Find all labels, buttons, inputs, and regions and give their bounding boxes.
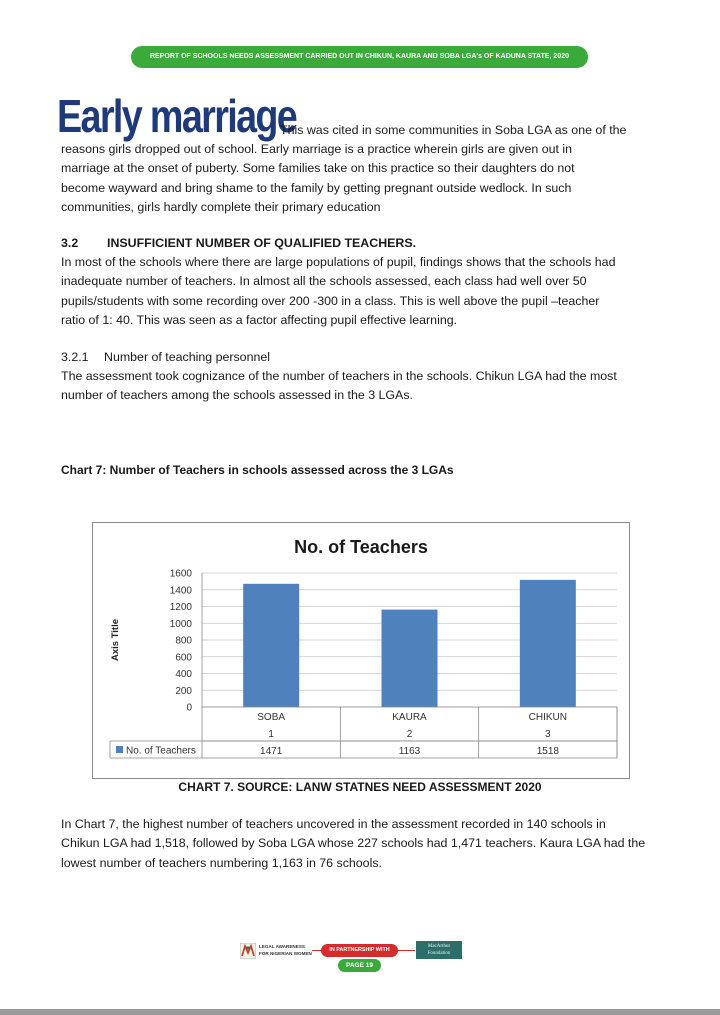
- section-title: INSUFFICIENT NUMBER OF QUALIFIED TEACHERS.: [107, 236, 417, 250]
- y-tick-label: 800: [175, 635, 192, 647]
- y-tick-label: 0: [186, 702, 192, 714]
- x-tick-label: KAURA: [392, 712, 427, 723]
- y-tick-label: 1000: [169, 618, 192, 630]
- y-tick-label: 400: [175, 669, 192, 680]
- paragraph-line: inadequate number of teachers. In almost all the schools assessed, each class had well over 50: [61, 274, 587, 289]
- page-bottom-bar: [0, 1009, 720, 1015]
- paragraph-line: In Chart 7, the highest number of teachers uncovered in the assessment recorded in 140 schools in: [61, 817, 606, 831]
- page-number: PAGE 19: [338, 959, 381, 972]
- data-table-value: 1518: [536, 746, 559, 757]
- paragraph-line: communities, girls hardly complete their primary education: [61, 200, 381, 215]
- paragraph-line: lowest number of teachers numbering 1,163 in 76 schools.: [61, 855, 382, 870]
- section-title: Number of teaching personnel: [104, 350, 270, 364]
- lanw-logo-line: FOR NIGERIAN WOMEN: [259, 950, 312, 956]
- bar-soba: [243, 584, 299, 707]
- section-3-2-1-heading: [61, 348, 270, 367]
- section-3-2-heading: [61, 234, 416, 253]
- bar-chikun: [520, 580, 576, 707]
- chart-caption: Chart 7: Number of Teachers in schools assessed across the 3 LGAs: [61, 463, 454, 477]
- y-tick-label: 1200: [169, 602, 192, 613]
- lanw-logo-text: [259, 944, 312, 957]
- y-tick-label: 1600: [169, 568, 192, 580]
- y-tick-label: 200: [175, 685, 192, 697]
- lanw-mark-icon: [240, 943, 256, 959]
- x-tick-number: 1: [268, 729, 274, 740]
- macarthur-logo-line: MacArthur: [427, 944, 451, 949]
- paragraph-line: become wayward and bring shame to the family by getting pregnant outside wedlock. In such: [61, 180, 572, 195]
- early-marriage-first-line: This was cited in some communities in Soba LGA as one of the: [280, 123, 627, 137]
- lanw-logo-line: LEGAL AWARENESS: [259, 944, 305, 949]
- bar-kaura: [382, 610, 438, 707]
- chart-title: No. of Teachers: [294, 537, 428, 557]
- paragraph-line: number of teachers among the schools assessed in the 3 LGAs.: [61, 388, 413, 403]
- paragraph-line: reasons girls dropped out of school. Early marriage is a practice wherein girls are given out in: [61, 142, 573, 156]
- data-table-value: 1471: [260, 746, 283, 757]
- section-3-2-paragraph: [61, 253, 659, 331]
- paragraph-line: In most of the schools where there are large populations of pupil, findings shows that the schools had: [61, 255, 616, 269]
- data-table-value: 1163: [398, 746, 421, 757]
- teachers-chart: [92, 522, 630, 779]
- y-tick-label: 600: [175, 652, 192, 664]
- footer-logos: [0, 941, 720, 961]
- legend-swatch: [116, 746, 123, 753]
- report-header-banner: REPORT OF SCHOOLS NEEDS ASSESSMENT CARRIED OUT IN CHIKUN, KAURA AND SOBA LGA's OF KADUNA STATE, 2020: [131, 46, 588, 68]
- section-number: 3.2: [61, 236, 79, 250]
- early-marriage-title: Early marriage: [57, 90, 297, 142]
- x-tick-number: 3: [545, 729, 551, 740]
- macarthur-logo: [416, 941, 462, 959]
- paragraph-line: ratio of 1: 40. This was seen as a factor affecting pupil effective learning.: [61, 313, 458, 328]
- section-number: 3.2.1: [61, 350, 89, 364]
- y-tick-label: 1400: [169, 585, 192, 597]
- partnership-badge: IN PARTNERSHIP WITH: [321, 944, 398, 957]
- teachers-chart-svg: [93, 523, 629, 778]
- macarthur-logo-line: Foundation: [427, 951, 451, 956]
- chart-source: CHART 7. SOURCE: LANW STATNES NEED ASSESSMENT 2020: [178, 780, 542, 794]
- x-tick-label: SOBA: [257, 712, 286, 723]
- y-axis-title: Axis Title: [110, 618, 121, 662]
- paragraph-line: pupils/students with some recording over 200 -300 in a class. This is well above the pupil –teacher: [61, 293, 600, 308]
- x-tick-label: CHIKUN: [528, 712, 568, 723]
- legend-label: No. of Teachers: [126, 745, 196, 757]
- lanw-logo: [240, 943, 310, 959]
- early-marriage-paragraph: [61, 140, 659, 218]
- paragraph-line: The assessment took cognizance of the number of teachers in the schools. Chikun LGA had the most: [61, 369, 617, 383]
- conclusion-paragraph: [61, 815, 659, 873]
- section-3-2-1-paragraph: [61, 367, 659, 406]
- x-tick-number: 2: [406, 729, 413, 740]
- paragraph-line: marriage at the onset of puberty. Some families take on this practice so their daughters do not: [61, 161, 575, 176]
- paragraph-line: Chikun LGA had 1,518, followed by Soba LGA whose 227 schools had 1,471 teachers. Kaura LGA had the: [61, 836, 646, 851]
